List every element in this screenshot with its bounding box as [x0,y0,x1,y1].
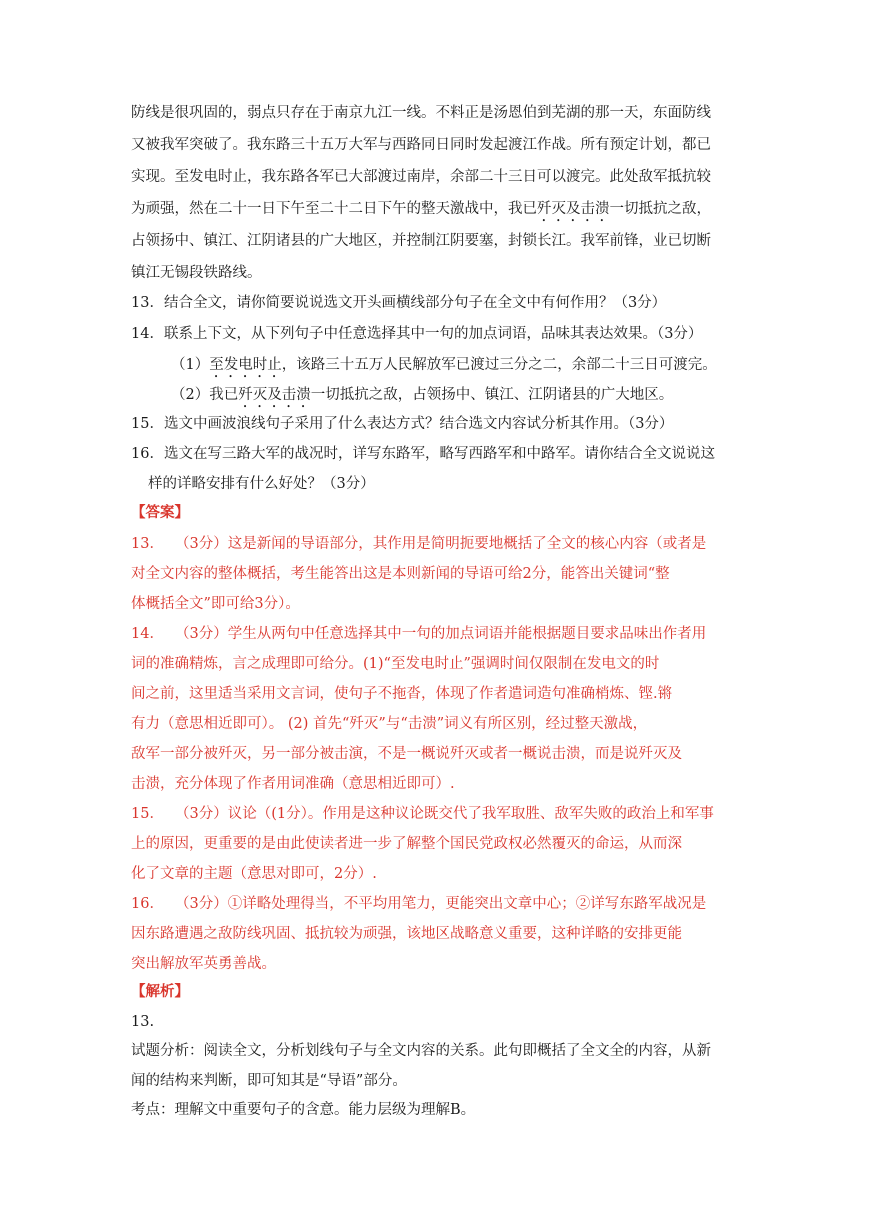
question-16-line-2: 样的详略安排有什么好处？（3分） [148,476,375,492]
question-14-option-1 [171,355,717,381]
dotted-word-jikui: 击溃 [580,201,610,217]
analysis-line-2: 闻的结构来判断，即可知其是“导语”部分。 [131,1073,407,1089]
answer-14-line-2: 词的准确精炼，言之成理即可给分。(1)“至发电时止”强调时间仅限制在发电文的时 [131,656,660,672]
analysis-number: 13. [131,1014,155,1030]
passage-line-5: 占领扬中、镇江、江阴诸县的广大地区，并控制江阴要塞，封锁长江。我军前锋，业已切断 [131,233,711,249]
answer-header: 【答案】 [131,504,189,521]
answer-15-text-1: （3分）议论（(1分）。作用是这种议论既交代了我军取胜、敌军失败的政治上和军事 [175,806,714,822]
answer-13-line-2: 对全文内容的整体概括，考生能答出这是本则新闻的导语可给2分，能答出关键词“整 [131,566,670,582]
answer-15-line-2: 上的原因，更重要的是由此使读者进一步了解整个国民党政权必然覆灭的命运，从而深 [131,836,682,852]
answer-14-line-4: 有力（意思相近即可）。 (2) 首先“歼灭”与“击溃”词义有所区别，经过整天激战， [131,716,648,732]
answer-16-text-1: （3分）①详略处理得当，不平均用笔力，更能突出文章中心；②详写东路军战况是 [175,896,707,912]
answer-16-line-2: 因东路遭遇之敌防线巩固、抵抗较为顽强，该地区战略意义重要，这种详略的安排更能 [131,926,682,942]
dotted-word-ji: 及 [566,201,581,217]
answer-13-number: 13． [131,536,164,552]
passage-line-2: 又被我军突破了。我东路三十五万大军与西路同日同时发起渡江作战。所有预定计划，都已 [131,137,711,153]
answer-14-line-3: 间之前，这里适当采用文言词，使句子不拖沓，体现了作者遣词造句准确梢炼、铿.锵 [131,686,673,702]
answer-16-line-1 [131,894,706,914]
question-14: 14．联系上下文，从下列句子中任意选择其中一句的加点词语，品味其表达效果。（3分） [131,326,703,342]
question-13: 13．结合全文，请你简要说说选文开头画横线部分句子在全文中有何作用？（3分） [131,295,667,311]
q14-2-rest: 一切抵抗之敌，占领扬中、镇江、江阴诸县的广大地区。 [310,387,674,403]
answer-14-number: 14． [131,626,164,642]
answer-13-text-1: （3分）这是新闻的导语部分，其作用是简明扼要地概括了全文的核心内容（或者是 [175,536,707,552]
analysis-header: 【解析】 [131,983,189,1000]
answer-14-text-1: （3分）学生从两句中任意选择其中一句的加点词语并能根据题目要求品味出作者用 [175,626,707,642]
q14-2-dotted-ji: 及 [267,387,282,403]
passage-line-1: 防线是很巩固的，弱点只存在于南京九江一线。不料正是汤恩伯到芜湖的那一天，东面防线 [131,105,711,121]
question-15: 15．选文中画波浪线句子采用了什么表达方式？结合选文内容试分析其作用。（3分） [131,416,674,432]
q14-1-dotted-words: 至发电时止 [209,357,282,373]
answer-16-line-3: 突出解放军英勇善战。 [131,956,276,972]
dotted-word-jianmie: 歼灭 [537,201,566,217]
question-16-line-1: 16．选文在写三路大军的战况时，详写东路军，略写西路军和中路军。请你结合全文说说这 [131,446,715,462]
q14-2-dotted-jikui: 击溃 [281,387,311,403]
answer-15-number: 15． [131,806,164,822]
question-14-option-2 [171,385,673,411]
analysis-line-1: 试题分析：阅读全文，分析划线句子与全文内容的关系。此句即概括了全文全的内容，从新 [131,1043,711,1059]
answer-13-line-3: 体概括全文”即可给3分）。 [131,596,300,612]
answer-14-line-1 [131,624,706,644]
answer-14-line-6: 击溃，充分体现了作者用词准确（意思相近即可）. [131,776,455,792]
passage-line-6: 镇江无锡段铁路线。 [131,265,262,281]
answer-13-line-1 [131,534,706,554]
passage-line-4-text: 为顽强，然在二十一日下午至二十二日下午的整天激战中，我已 [131,201,537,217]
q14-2-dotted-jianmie: 歼灭 [238,387,268,403]
passage-line-4-rest: 一切抵抗之敌， [609,201,711,217]
analysis-line-3: 考点：理解文中重要句子的含意。能力层级为理解B。 [131,1102,476,1118]
q14-1-rest: ，该路三十五万人民解放军已渡过三分之二，余部二十三日可渡完。 [281,357,717,373]
answer-15-line-3: 化了文章的主题（意思对即可，2分）. [131,866,377,882]
q14-1-prefix: （1） [171,357,210,373]
answer-14-line-5: 敌军一部分被歼灭，另一部分被击演，不是一概说歼灭或者一概说击溃，而是说歼灭及 [131,746,682,762]
answer-15-line-1 [131,804,714,824]
q14-2-prefix: （2）我已 [171,387,239,403]
passage-line-4 [131,199,711,225]
answer-16-number: 16． [131,896,164,912]
passage-line-3: 实现。至发电时止，我东路各军已大部渡过南岸，余部二十三日可以渡完。此处敌军抵抗较 [131,169,711,185]
